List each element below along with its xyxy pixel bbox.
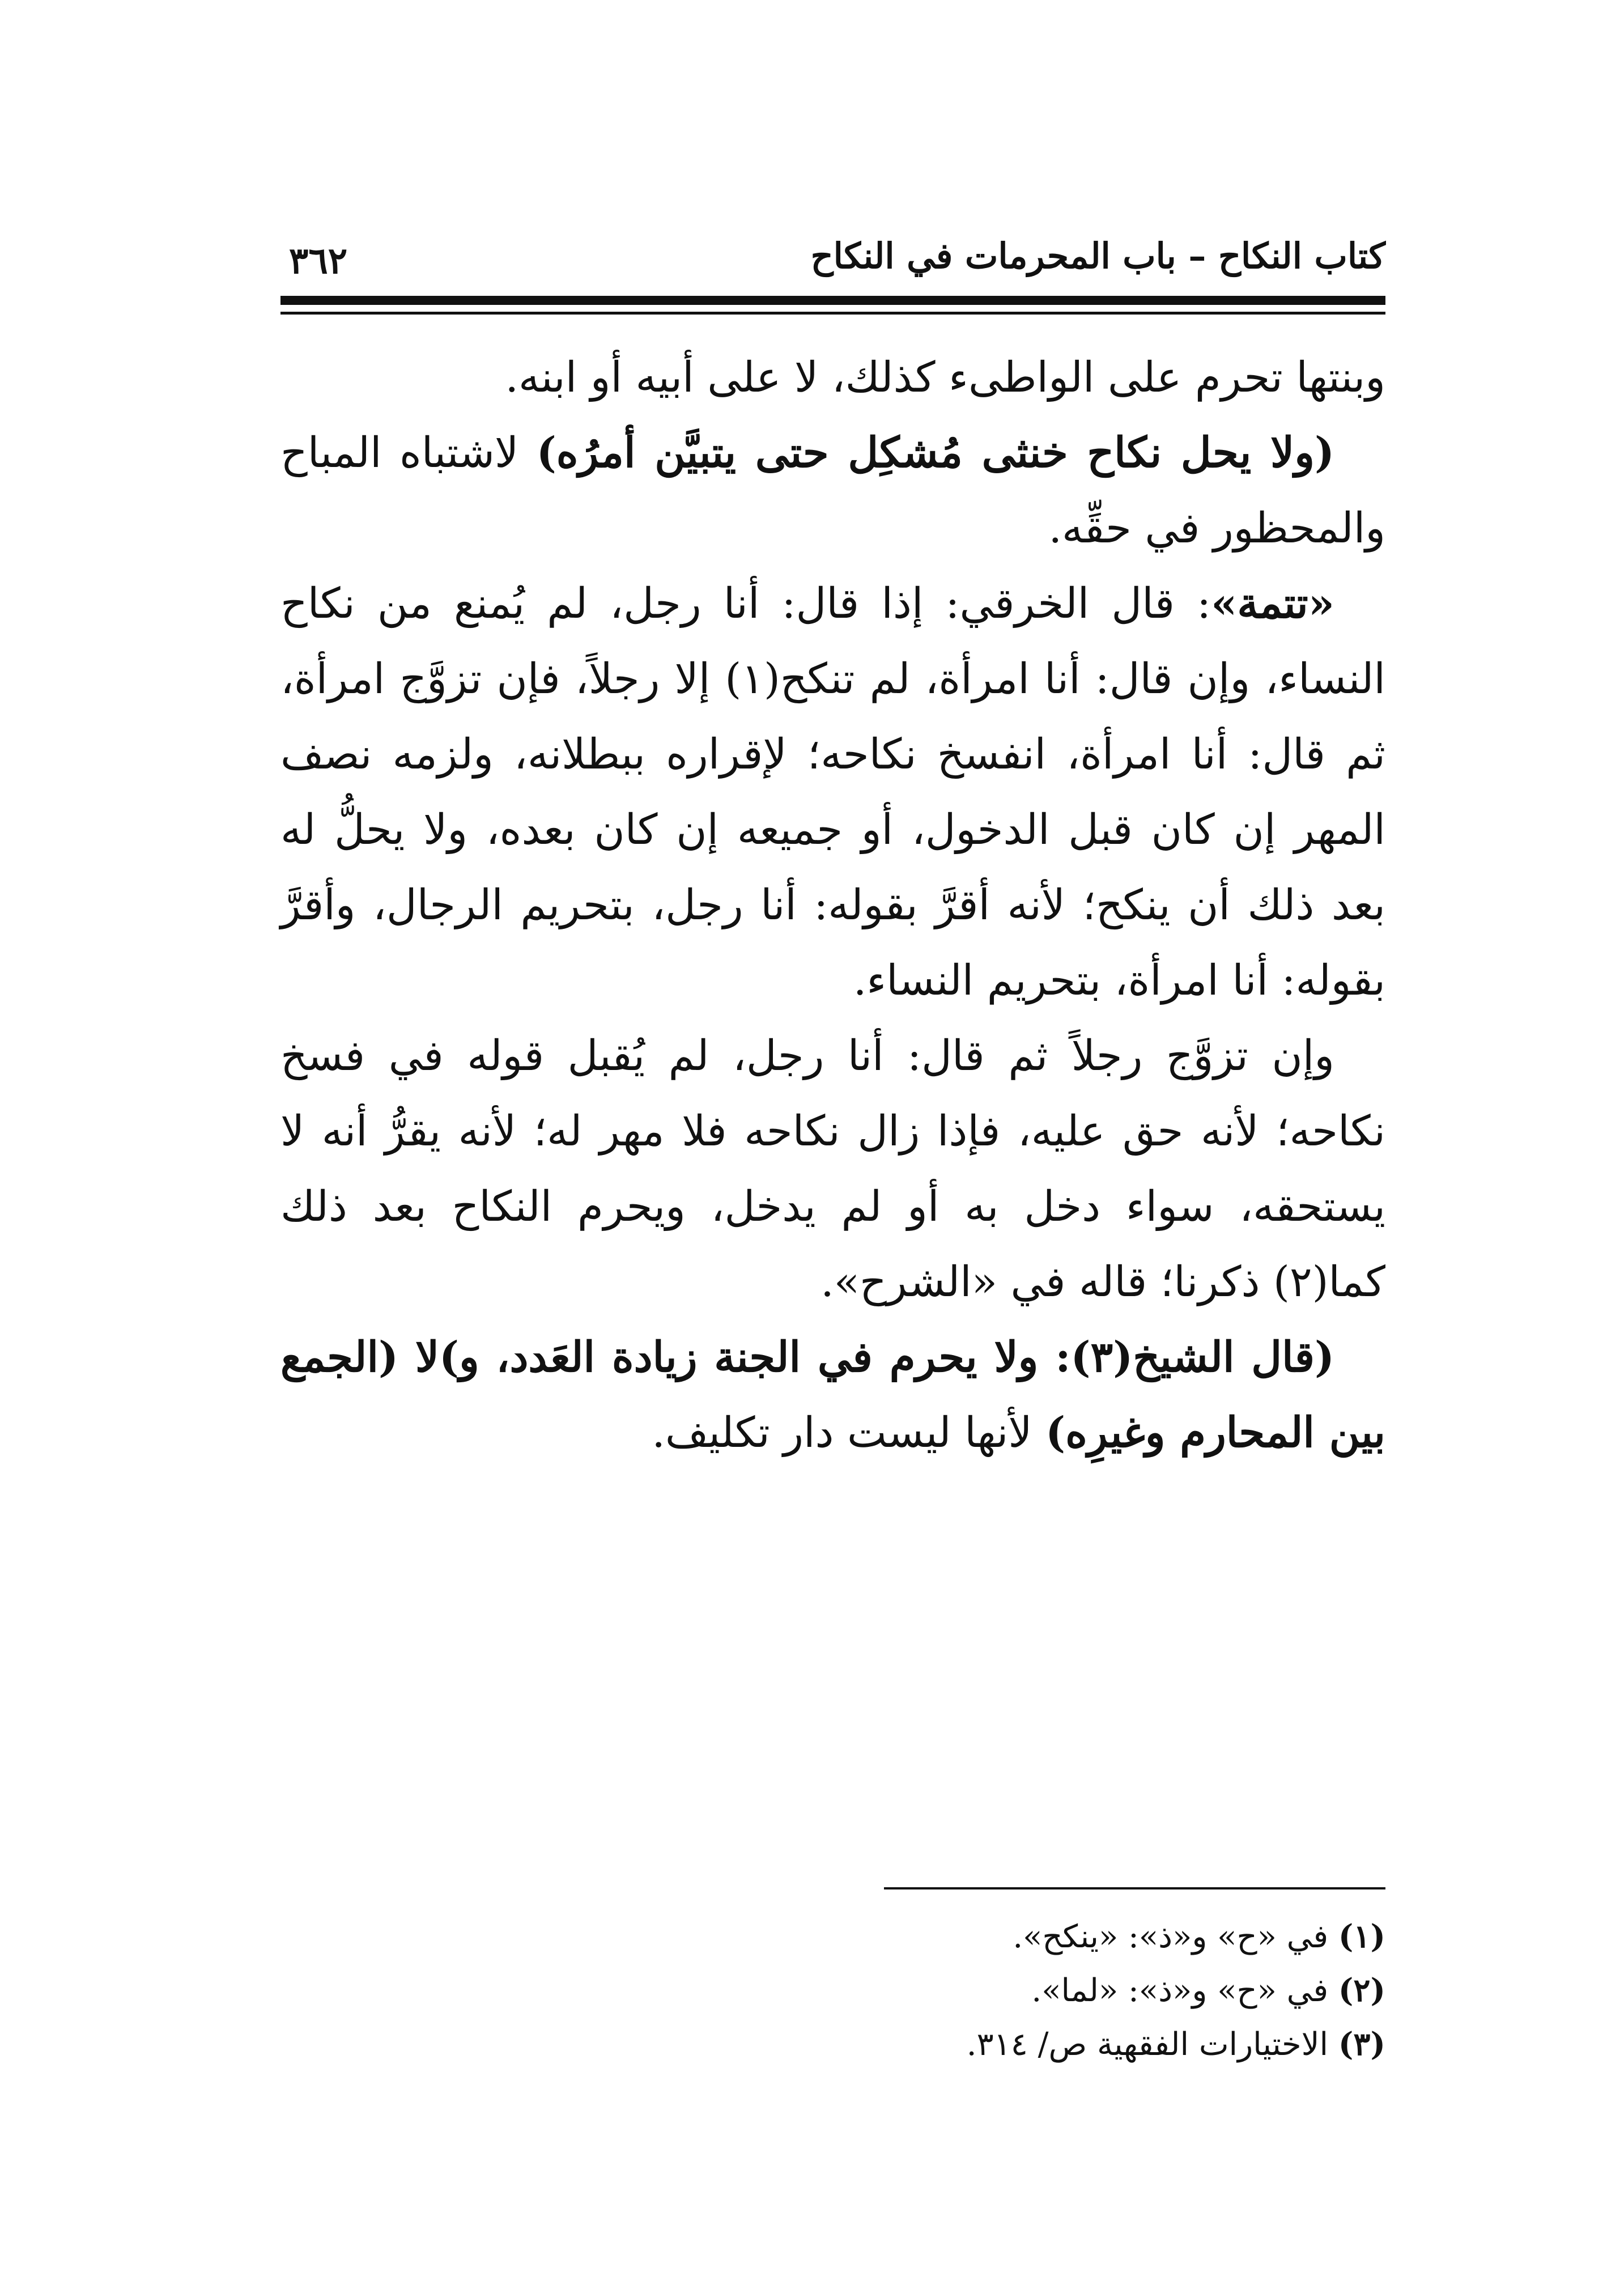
footnote-text: في «ح» و«ذ»: «ينكح».: [1013, 1918, 1329, 1955]
footnote-text: في «ح» و«ذ»: «لما».: [1031, 1972, 1329, 2009]
paragraph: [280, 415, 1385, 566]
main-text: [280, 340, 1385, 1471]
footnote-number: (٢): [1338, 1972, 1385, 2009]
paragraph: [280, 566, 1385, 1018]
page-number: ٣٦٢: [289, 240, 348, 282]
footnote-number: (١): [1338, 1918, 1385, 1955]
footnote-separator: [884, 1887, 1385, 1889]
tatimma-label: «تتمة»: [1211, 579, 1334, 628]
footnote-number: (٣): [1338, 2026, 1385, 2063]
matn-text: (ولا يحل نكاح خنثى مُشكِل حتى يتبيَّن أمرُه): [536, 428, 1334, 477]
running-header: [280, 235, 1385, 298]
sharh-text: وإن تزوَّج رجلاً ثم قال: أنا رجل، لم يُقبل قوله في فسخ نكاحه؛ لأنه حق عليه، فإذا زال نكاحه فلا مهر له؛ لأنه يقرُّ أنه لا يستحقه، سواء دخل به أو لم يدخل، ويحرم النكاح بعد ذلك كما(٢) ذكرنا؛ قاله في «الشرح».: [280, 1031, 1385, 1306]
paragraph: [280, 1018, 1385, 1320]
paragraph: [280, 1320, 1385, 1471]
header-rule-thin: [280, 312, 1385, 315]
sharh-text: : قال الخرقي: إذا قال: أنا رجل، لم يُمنع من نكاح النساء، وإن قال: أنا امرأة، لم تنكح(١) إلا رجلاً، فإن تزوَّج امرأة، ثم قال: أنا امرأة، انفسخ نكاحه؛ لإقراره ببطلانه، ولزمه نصف المهر إن كان قبل الدخول، أو جميعه إن كان بعده، ولا يحلُّ له بعد ذلك أن ينكح؛ لأنه أقرَّ بقوله: أنا رجل، بتحريم الرجال، وأقرَّ بقوله: أنا امرأة، بتحريم النساء.: [280, 579, 1385, 1005]
sharh-text: لأنها ليست دار تكليف.: [652, 1408, 1046, 1457]
footnotes: [280, 1910, 1385, 2071]
sharh-text: لاشتباه المباح والمحظور في حقِّه.: [280, 428, 1385, 553]
footnote-text: الاختيارات الفقهية ص/ ٣١٤.: [966, 2026, 1329, 2063]
footnote: [280, 2018, 1385, 2071]
header-rule-thick: [280, 296, 1385, 305]
chapter-title: كتاب النكاح – باب المحرمات في النكاح: [810, 235, 1385, 277]
footnote: [280, 1910, 1385, 1964]
footnote: [280, 1964, 1385, 2018]
paragraph-text: وبنتها تحرم على الواطىء كذلك، لا على أبيه أو ابنه.: [505, 353, 1385, 402]
matn-text: (قال الشيخ(٣): ولا يحرم في الجنة زيادة العَدد، و)لا (الجمع بين المحارم وغيرِه): [280, 1333, 1385, 1457]
paragraph: [280, 340, 1385, 415]
